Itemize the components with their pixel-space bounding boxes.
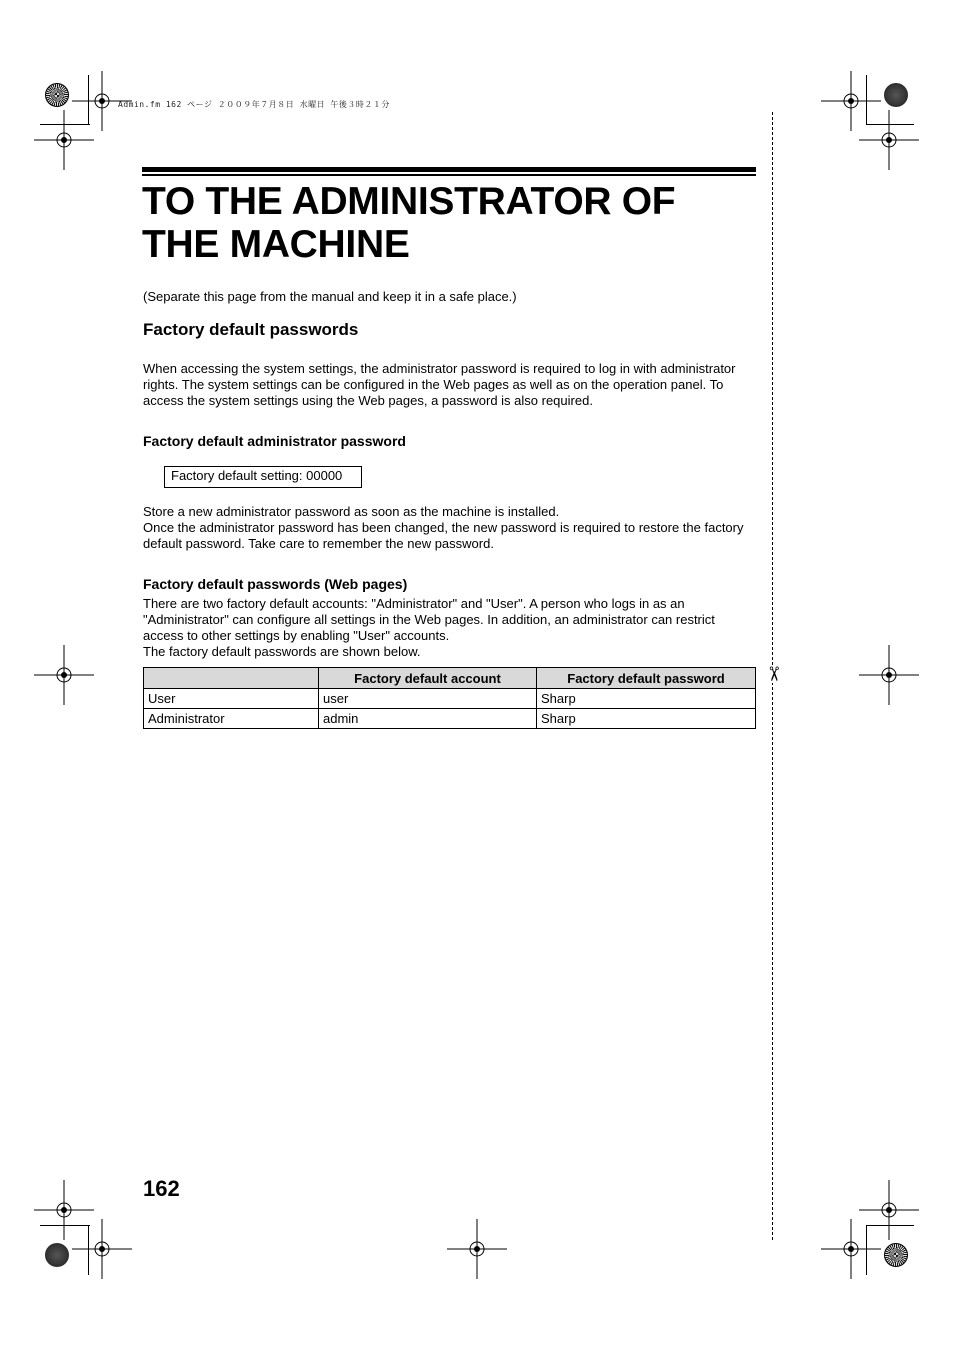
table-cell-admin-type: Administrator: [144, 709, 319, 729]
section-heading: Factory default passwords: [143, 320, 359, 339]
table-header-empty: [144, 668, 319, 689]
density-target-icon: [884, 83, 908, 107]
trim-line: [866, 1225, 914, 1226]
table-cell-admin-account: admin: [319, 709, 537, 729]
table-cell-user-type: User: [144, 689, 319, 709]
registration-mark-icon: [859, 1180, 919, 1240]
trim-line: [88, 75, 89, 125]
table-header-password: Factory default password: [537, 668, 756, 689]
trim-line: [866, 75, 867, 125]
registration-mark-icon: [34, 110, 94, 170]
page-title-line-1: TO THE ADMINISTRATOR OF: [142, 180, 676, 223]
store-line-2: Once the administrator password has been changed, the new password is required to restore the factory default password. Take care to remember the new password.: [143, 520, 744, 551]
store-paragraph: [143, 504, 755, 552]
registration-mark-icon: [447, 1219, 507, 1279]
table-cell-user-account: user: [319, 689, 537, 709]
trim-line: [40, 124, 90, 125]
trim-line: [88, 1225, 89, 1275]
web-line-1: There are two factory default accounts: "Administrator" and "User". A person who logs in as an "Administrator" can configure all settings in the Web pages. In addition, an administrator can restrict access to other settings by enabling "User" accounts.: [143, 596, 715, 643]
registration-mark-icon: [72, 1219, 132, 1279]
page-title-line-2: THE MACHINE: [142, 223, 410, 266]
registration-mark-icon: [34, 645, 94, 705]
title-rule-thick: [142, 167, 756, 172]
web-line-2: The factory default passwords are shown below.: [143, 644, 421, 659]
web-passwords-heading: Factory default passwords (Web pages): [143, 576, 408, 592]
table-row: [144, 689, 756, 709]
density-target-icon: [45, 1243, 69, 1267]
web-paragraph: [143, 596, 755, 660]
table-cell-admin-password: Sharp: [537, 709, 756, 729]
passwords-table: [143, 667, 756, 729]
store-line-1: Store a new administrator password as soon as the machine is installed.: [143, 504, 560, 519]
density-target-icon: [884, 1243, 908, 1267]
table-header-row: [144, 668, 756, 689]
page-title: [142, 180, 762, 266]
trim-line: [40, 1225, 90, 1226]
keep-safe-note: (Separate this page from the manual and keep it in a safe place.): [143, 289, 517, 304]
table-row: [144, 709, 756, 729]
trim-line: [866, 124, 914, 125]
admin-password-heading: Factory default administrator password: [143, 433, 406, 449]
title-rule-thin: [142, 174, 756, 176]
intro-paragraph: When accessing the system settings, the administrator password is required to log in with administrator rights. The system settings can be configured in the Web pages as well as on the operation panel. To access the system settings using the Web pages, a password is also required.: [143, 361, 736, 408]
default-setting-box: Factory default setting: 00000: [164, 466, 362, 488]
trim-line: [866, 1225, 867, 1275]
table-header-account: Factory default account: [319, 668, 537, 689]
registration-mark-icon: [859, 645, 919, 705]
print-header: Admin.fm 162 ページ ２００９年７月８日 水曜日 午後３時２１分: [118, 100, 390, 109]
page-number: 162: [143, 1176, 180, 1201]
scissors-icon: ✂: [759, 665, 787, 683]
registration-mark-icon: [859, 110, 919, 170]
table-cell-user-password: Sharp: [537, 689, 756, 709]
density-target-icon: [45, 83, 69, 107]
